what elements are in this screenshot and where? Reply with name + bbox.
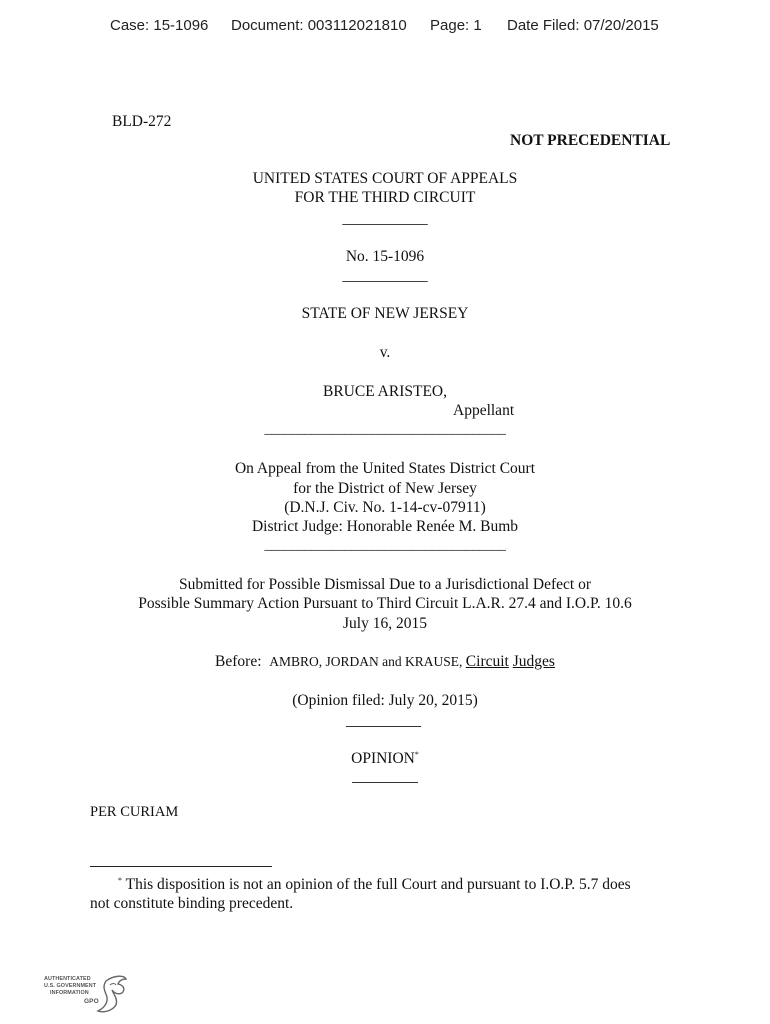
short-rule	[346, 726, 421, 727]
docket-code: BLD-272	[112, 113, 172, 130]
header-date-filed: Date Filed: 07/20/2015	[507, 17, 659, 34]
opinion-heading	[0, 750, 770, 768]
appeal-line2: for the District of New Jersey	[293, 480, 477, 497]
appeal-line1: On Appeal from the United States District Court	[234, 460, 536, 477]
defendant-name: BRUCE ARISTEO,	[322, 383, 447, 400]
gpo-seal-line1: AUTHENTICATED	[44, 976, 91, 982]
appeal-line3: (D.N.J. Civ. No. 1-14-cv-07911)	[284, 499, 486, 516]
plaintiff-name: STATE OF NEW JERSEY	[301, 305, 469, 322]
submission-date: July 16, 2015	[343, 615, 427, 632]
panel-circuit: Circuit	[465, 653, 509, 670]
submission-line1: Submitted for Possible Dismissal Due to a Jurisdictional Defect or	[179, 576, 591, 593]
short-rule	[352, 782, 418, 783]
gpo-seal-line3: INFORMATION	[50, 990, 89, 996]
court-name-line1: UNITED STATES COURT OF APPEALS	[252, 170, 518, 187]
court-name-line2: FOR THE THIRD CIRCUIT	[294, 189, 476, 206]
header-case: Case: 15-1096	[110, 17, 209, 34]
opinion-title: OPINION	[351, 750, 415, 768]
eagle-icon	[44, 973, 132, 1017]
per-curiam: PER CURIAM	[90, 804, 179, 820]
gpo-seal-mark: GPO	[84, 998, 99, 1005]
long-rule: ____________________________________	[264, 422, 506, 437]
case-number: No. 15-1096	[345, 248, 425, 265]
separator-rule: ___________	[342, 267, 428, 284]
footnote-line1	[118, 876, 631, 894]
gpo-authentication-seal	[44, 973, 132, 1017]
footnote-rule	[90, 866, 272, 867]
panel-judges-word: Judges	[512, 653, 555, 670]
header-page: Page: 1	[430, 17, 482, 34]
long-rule: ____________________________________	[264, 538, 506, 553]
gpo-seal-line2: U.S. GOVERNMENT	[44, 983, 97, 989]
opinion-footnote-marker: *	[414, 750, 419, 759]
footnote-text: This disposition is not an opinion of the full Court and pursuant to I.O.P. 5.7 does	[122, 876, 631, 894]
panel-judges: AMBRO, JORDAN and KRAUSE,	[269, 654, 466, 669]
panel-line	[0, 653, 770, 671]
panel-before: Before:	[215, 653, 270, 670]
precedential-label: NOT PRECEDENTIAL	[510, 132, 671, 149]
defendant-role: Appellant	[453, 402, 515, 419]
opinion-filed: (Opinion filed: July 20, 2015)	[292, 692, 478, 709]
versus-label: v.	[379, 344, 391, 361]
footnote-marker: *	[118, 876, 122, 885]
appeal-line4: District Judge: Honorable Renée M. Bumb	[251, 518, 519, 535]
header-document: Document: 003112021810	[231, 17, 407, 34]
submission-line2: Possible Summary Action Pursuant to Third Circuit L.A.R. 27.4 and I.O.P. 10.6	[138, 595, 632, 612]
footnote-line2: not constitute binding precedent.	[90, 895, 294, 912]
separator-rule: ___________	[342, 210, 428, 227]
